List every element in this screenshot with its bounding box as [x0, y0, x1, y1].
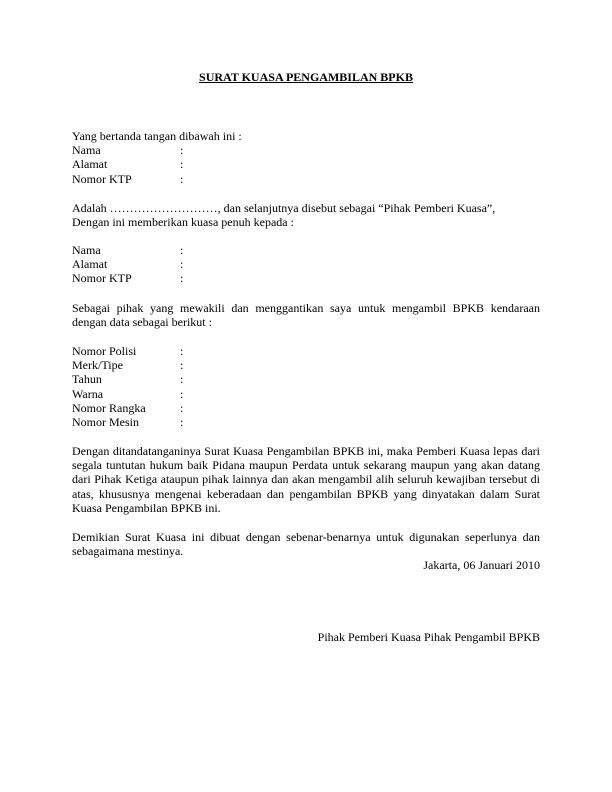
clause-paragraph — [72, 444, 540, 515]
field-label: Nomor Mesin — [72, 414, 139, 429]
purpose-paragraph — [72, 301, 540, 329]
grantor-field-ktp — [72, 172, 540, 186]
paragraph-line: Sebagai pihak yang mewakili dan menggantikan saya untuk mengambil BPKB kendaraan — [72, 301, 540, 315]
field-label: Merk/Tipe — [72, 358, 123, 373]
vehicle-section — [72, 344, 540, 429]
field-label: Warna — [72, 386, 104, 401]
grantor-field-nama — [72, 143, 540, 157]
paragraph-line: sebagaimana mestinya. — [72, 544, 184, 559]
field-colon: : — [180, 414, 184, 429]
field-colon: : — [180, 358, 184, 373]
grantee-field-nama — [72, 243, 540, 257]
grantor-designation: Adalah ………………………, dan selanjutnya disebut sebagai “Pihak Pemberi Kuasa”, — [72, 201, 496, 215]
vehicle-field-nomor-polisi — [72, 344, 540, 358]
paragraph-line: Kuasa Pengambilan BPKB ini. — [72, 500, 221, 515]
grantor-field-alamat — [72, 157, 540, 171]
grantee-field-alamat — [72, 257, 540, 271]
field-label: Tahun — [72, 372, 102, 387]
paragraph-line: Dengan ditandatanganinya Surat Kuasa Pengambilan BPKB ini, maka Pemberi Kuasa lepas dari — [72, 444, 540, 458]
place-date: Jakarta, 06 Januari 2010 — [423, 558, 540, 572]
grant-section — [72, 201, 540, 229]
field-label: Nomor Rangka — [72, 400, 146, 415]
field-colon: : — [180, 400, 184, 415]
vehicle-field-nomor-rangka — [72, 401, 540, 415]
closing-paragraph — [72, 530, 540, 558]
signatories-line: Pihak Pemberi Kuasa Pihak Pengambil BPKB — [317, 630, 540, 644]
vehicle-field-warna — [72, 387, 540, 401]
field-colon: : — [180, 344, 184, 358]
grantor-section — [72, 129, 540, 186]
grantee-field-ktp — [72, 271, 540, 285]
field-label: Nama — [72, 243, 101, 257]
field-colon: : — [180, 372, 184, 387]
field-colon: : — [180, 157, 184, 172]
vehicle-field-merk-tipe — [72, 358, 540, 372]
paragraph-line: segala tuntutan hukum baik Pidana maupun Perdata untuk sekarang maupun yang akan datang — [72, 458, 540, 473]
field-colon: : — [180, 257, 184, 272]
field-label: Nomor KTP — [72, 171, 132, 186]
grant-statement: Dengan ini memberikan kuasa penuh kepada : — [72, 215, 294, 230]
field-colon: : — [180, 143, 184, 158]
intro-text: Yang bertanda tangan dibawah ini : — [72, 129, 242, 143]
document-title: SURAT KUASA PENGAMBILAN BPKB — [199, 70, 413, 84]
paragraph-line: atas, khususnya mengenai keberadaan dan pengambilan BPKB yang dinyatakan dalam Surat — [72, 486, 540, 501]
field-label: Nama — [72, 143, 101, 158]
field-colon: : — [180, 271, 184, 286]
field-colon: : — [180, 171, 184, 186]
grantee-section — [72, 243, 540, 286]
paragraph-line: Demikian Surat Kuasa ini dibuat dengan sebenar-benarnya untuk digunakan seperlunya dan — [72, 530, 540, 544]
vehicle-field-nomor-mesin — [72, 415, 540, 429]
field-label: Alamat — [72, 157, 108, 172]
field-label: Nomor Polisi — [72, 344, 137, 358]
paragraph-line: dengan data sebagai berikut : — [72, 315, 212, 330]
field-label: Alamat — [72, 257, 108, 272]
vehicle-field-tahun — [72, 372, 540, 386]
field-colon: : — [180, 243, 184, 257]
field-colon: : — [180, 386, 184, 401]
paragraph-line: dari Pihak Ketiga ataupun pihak lainnya dan akan mengambil alih seluruh kewajiban tersebut di — [72, 472, 540, 487]
field-label: Nomor KTP — [72, 271, 132, 286]
